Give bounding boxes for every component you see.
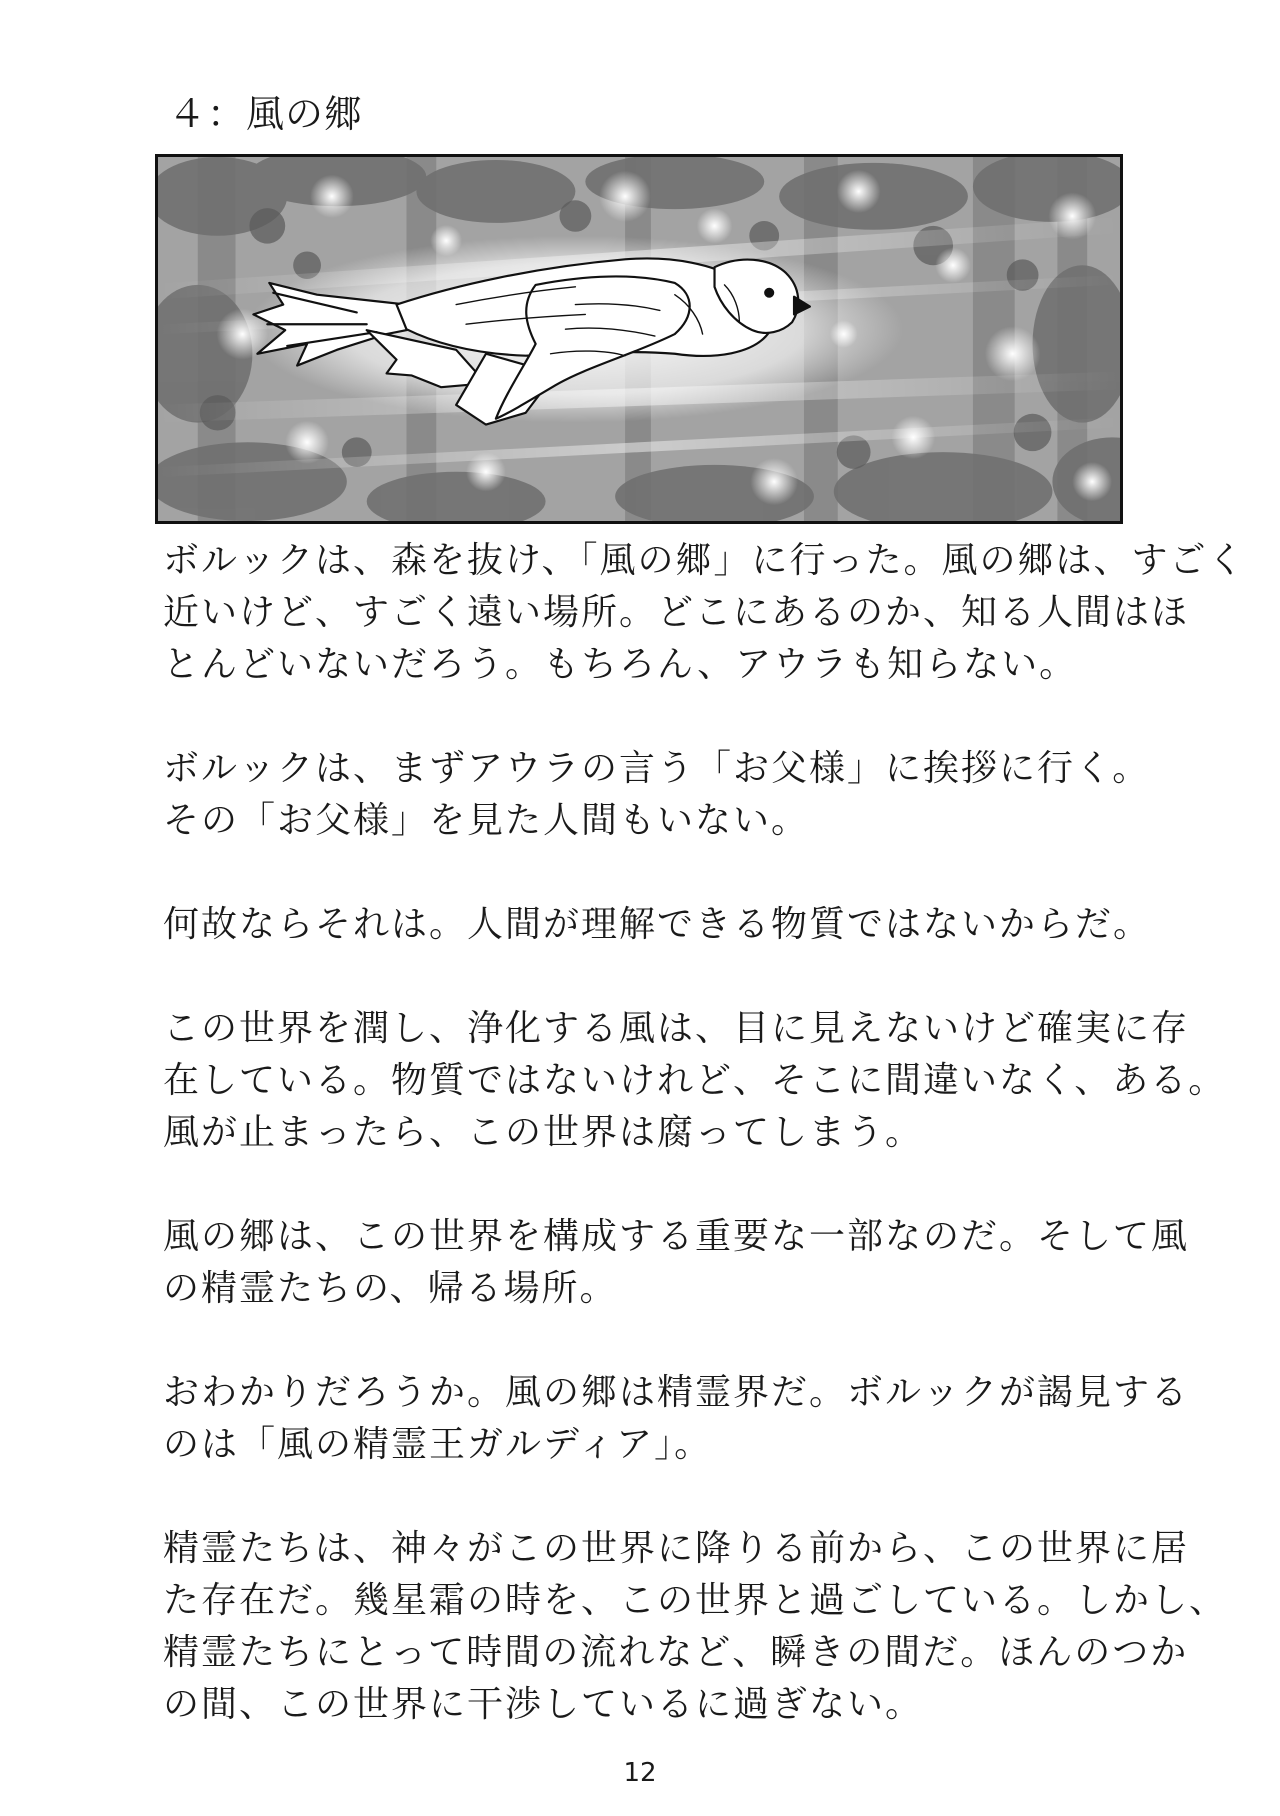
text-line: のは「風の精霊王ガルディア」。: [163, 1424, 713, 1465]
text-line: ボルックは、森を抜け、「風の郷」に行った。風の郷は、すごく: [163, 540, 1246, 581]
text-line: の精霊たちの、帰る場所。: [163, 1268, 618, 1309]
story-text: [163, 535, 1246, 1783]
paragraph: [163, 1367, 1190, 1471]
illustration-canvas: [158, 157, 1120, 521]
text-line: 風の郷は、この世界を構成する重要な一部なのだ。そして風: [163, 1216, 1190, 1257]
text-line: 近いけど、すごく遠い場所。どこにあるのか、知る人間はほ: [163, 592, 1190, 633]
text-line: おわかりだろうか。風の郷は精霊界だ。ボルックが謁見する: [163, 1372, 1190, 1413]
text-line: の間、この世界に干渉しているに過ぎない。: [163, 1684, 924, 1725]
paragraph: [163, 535, 1246, 691]
chapter-title: ４：風の郷: [168, 92, 364, 136]
paragraph: [163, 1211, 1190, 1315]
text-line: この世界を潤し、浄化する風は、目に見えないけど確実に存: [163, 1008, 1190, 1049]
page-number: 12: [623, 1758, 657, 1788]
flying-bird-illustration: [155, 154, 1123, 524]
paragraph: [163, 899, 1152, 951]
text-line: その「お父様」を見た人間もいない。: [163, 800, 810, 841]
text-line: ボルックは、まずアウラの言う「お父様」に挨拶に行く。: [163, 748, 1151, 789]
paragraph: [163, 1003, 1227, 1159]
text-line: 精霊たちは、神々がこの世界に降りる前から、この世界に居: [163, 1528, 1190, 1569]
text-line: 風が止まったら、この世界は腐ってしまう。: [163, 1112, 924, 1153]
text-line: た存在だ。幾星霜の時を、この世界と過ごしている。しかし、: [163, 1580, 1228, 1621]
text-line: 精霊たちにとって時間の流れなど、瞬きの間だ。ほんのつか: [163, 1632, 1189, 1673]
text-line: 在している。物質ではないけれど、そこに間違いなく、ある。: [163, 1060, 1227, 1101]
text-line: とんどいないだろう。もちろん、アウラも知らない。: [163, 644, 1078, 685]
paragraph: [163, 1523, 1228, 1731]
text-line: 何故ならそれは。人間が理解できる物質ではないからだ。: [163, 904, 1152, 945]
paragraph: [163, 743, 1151, 847]
